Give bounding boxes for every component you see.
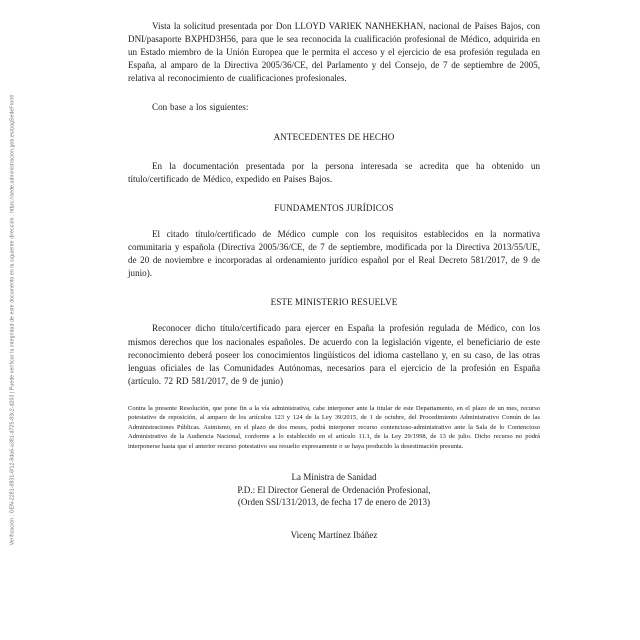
spacer — [128, 388, 540, 404]
document-body — [128, 0, 540, 640]
heading-antecedentes: ANTECEDENTES DE HECHO — [273, 131, 395, 142]
spacer — [128, 186, 540, 202]
spacer — [128, 115, 540, 131]
intro-paragraph: Vista la solicitud presentada por Don LLOYD VARIEK NANHEKHAN, nacional de Países Bajos, con DNI/pasaporte BXPHD3H56, para que le sea reconocida la cualificación profesional de Médico, adquirida en un Estado miembro de la Unión Europea que le permita el acceso y el ejercicio de esa profesión regulada en España, al amparo de la Directiva 2005/36/CE, del Parlamento y del Consejo, de 7 de septiembre de 2005, relativa al reconocimiento de cualificaciones profesionales. — [128, 21, 540, 84]
signature-line-minister: La Ministra de Sanidad — [291, 471, 377, 482]
resuelve-paragraph: Reconocer dicho título/certificado para ejercer en España la profesión regulada de Médico, con los mismos derechos que los nacionales españoles. De acuerdo con la legislación vigente, el beneficiario de este reconocimiento deberá poseer los conocimientos lingüísticos del idioma castellano y, en su caso, de las otras lenguas oficiales de las Comunidades Autónomas, necesarios para el ejercicio de la profesión en España (artículo. 72 RD 581/2017, de 9 de junio) — [128, 323, 540, 386]
legal-notice-paragraph: Contra la presente Resolución, que pone fin a la vía administrativa, cabe interponer ante la titular de este Departamento, en el plazo de un mes, recurso potestativo de reposición, al amparo de los artículos 123 y 124 de la Ley 39/2015, de 1 de octubre, del Procedimiento Administrativo Común de las Administraciones Públicas. Asimismo, en el plazo de dos meses, podrá interponer recurso contencioso-administrativo ante la Sala de lo Contencioso Administrativo de la Audiencia Nacional, conforme a lo establecido en el artículo 11.1, de la Ley 29/1998, de 13 de julio. Dicho recurso no podrá interponerse hasta que el anterior recurso potestativo sea resuelto expresamente o se haya producido la desestimación presunta. — [128, 404, 540, 450]
spacer — [128, 309, 540, 322]
spacer — [128, 144, 540, 160]
heading-resuelve: ESTE MINISTERIO RESUELVE — [270, 297, 398, 308]
spacer — [128, 509, 540, 529]
spacer — [128, 451, 540, 471]
signatory-name: Vicenç Martínez Ibáñez — [290, 529, 378, 540]
spacer — [128, 215, 540, 228]
fundamentos-paragraph: El citado título/certificado de Médico cumple con los requisitos establecidos en la normativa comunitaria y española (Directiva 2005/36/CE, de 7 de septiembre, modificada por la Directiva 2013/55/UE, de 20 de noviembre e incorporadas al ordenamiento jurídico español por el Real Decreto 581/2017, de 9 de junio). — [128, 228, 540, 279]
spacer-top — [128, 0, 540, 20]
verification-code-text: Verificación : GEN-2281-0831-6f12-8da6-a381-d725-83c2-d203 | Puede verificar la integridad de este documento en la siguiente dirección : https://sede.administracion.gob.es/pagSedeFront/ — [9, 94, 16, 546]
signature-line-order: (Orden SSI/131/2013, de fecha 17 de enero de 2013) — [237, 497, 431, 508]
spacer — [128, 280, 540, 296]
heading-fundamentos: FUNDAMENTOS JURÍDICOS — [274, 202, 394, 213]
spacer — [128, 85, 540, 101]
antecedentes-paragraph: En la documentación presentada por la persona interesada se acredita que ha obtenido un título/certificado de Médico, expedido en Países Bajos. — [128, 160, 540, 184]
signature-block — [128, 471, 540, 509]
basis-line: Con base a los siguientes: — [152, 102, 249, 113]
signature-line-delegate: P.D.: El Director General de Ordenación Profesional, — [237, 484, 431, 495]
verification-sidebar — [0, 0, 26, 640]
